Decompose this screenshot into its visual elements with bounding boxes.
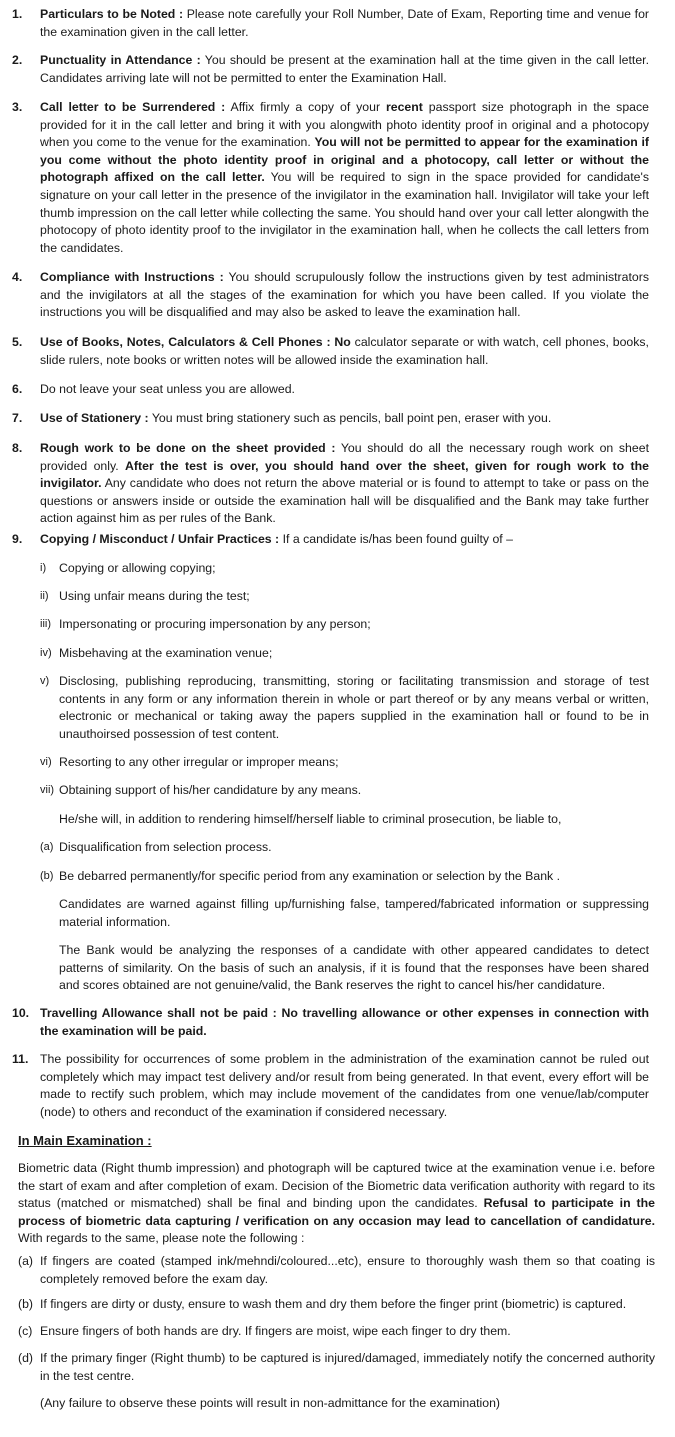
item-number: 2. [12, 53, 23, 67]
section-heading: In Main Examination : [18, 1133, 152, 1148]
sub-label: v) [40, 675, 50, 687]
non-admittance-note: (Any failure to observe these points will result in non-admittance for the examination) [40, 1396, 500, 1410]
sub-text: Disclosing, publishing reproducing, transmitting, storing or facilitating transmission and storage of test contents in any form or any information therein in whole or part thereof or by any means verbal or written, electronic or mechanical or taking away the papers supplied in the examination hall or found to be in unauthoirsed possession of test content. [59, 674, 649, 741]
item-title: Use of Stationery : [40, 411, 149, 425]
sub-label: i) [40, 562, 47, 574]
item-text: Copying / Misconduct / Unfair Practices : If a candidate is/has been found guilty of – [40, 532, 513, 546]
item-number: 8. [12, 441, 23, 455]
sub-text: Disqualification from selection process. [59, 840, 272, 854]
item-text: Use of Stationery : You must bring stationery such as pencils, ball point pen, eraser with you. [40, 411, 552, 425]
sub-label: (a) [40, 841, 54, 853]
item-text: Particulars to be Noted : Please note carefully your Roll Number, Date of Exam, Reporting time and venue for the examination given in the call letter. [40, 7, 649, 39]
item-text: The possibility for occurrences of some problem in the administration of the examination cannot be ruled out completely which may impact test delivery and/or result from being generated. In that event, every effort will be made to rectify such problem, which may include movement of the candidates from one venue/lab/computer (node) to others and reconduct of the examination if considered necessary. [40, 1052, 649, 1119]
item9-liable-text: He/she will, in addition to rendering himself/herself liable to criminal prosecution, be liable to, [59, 812, 562, 826]
sub-text: Misbehaving at the examination venue; [59, 646, 273, 660]
sub-text: Resorting to any other irregular or improper means; [59, 755, 339, 769]
sub-text: Using unfair means during the test; [59, 589, 250, 603]
sub-label: (b) [40, 870, 54, 882]
item-number: 10. [12, 1006, 30, 1020]
item-number: 11. [12, 1052, 29, 1066]
sub-text: If the primary finger (Right thumb) to be captured is injured/damaged, immediately notify the concerned authority in the test centre. [40, 1351, 655, 1383]
item-number: 5. [12, 335, 23, 349]
item-number: 3. [12, 100, 23, 114]
sub-label: iv) [40, 647, 52, 659]
item9-warning-text: Candidates are warned against filling up/furnishing false, tampered/fabricated information or suppressing material information. [59, 897, 649, 929]
item-text: Use of Books, Notes, Calculators & Cell Phones : No calculator separate or with watch, cell phones, books, slide rulers, note books or written notes will be allowed inside the examination hall. [40, 335, 649, 367]
sub-label: (a) [18, 1254, 34, 1268]
item-text: Do not leave your seat unless you are allowed. [40, 382, 295, 396]
sub-label: vii) [40, 784, 55, 796]
sub-text: Be debarred permanently/for specific period from any examination or selection by the Bank . [59, 869, 561, 883]
item-number: 9. [12, 532, 23, 546]
item-title: Punctuality in Attendance : [40, 53, 201, 67]
item-title: Compliance with Instructions : [40, 270, 224, 284]
sub-text: Impersonating or procuring impersonation by any person; [59, 617, 371, 631]
item-number: 6. [12, 382, 23, 396]
item-title: Rough work to be done on the sheet provided : [40, 441, 336, 455]
sub-label: (c) [18, 1324, 33, 1338]
item-text: Punctuality in Attendance : You should be present at the examination hall at the time given in the call letter. Candidates arriving late will not be permitted to enter the Examination Hall. [40, 53, 649, 85]
item-text: Call letter to be Surrendered : Affix firmly a copy of your recent passport size photograph in the space provided for it in the call letter and bring it with you alongwith photo identity proof in original and a photocopy when you come to the venue for the examination. You will not be permitted to appear for the examination if you come without the photo identity proof in original and a photocopy, call letter or without the photograph affixed on the call letter. You will be required to sign in the space provided for candidate's signature on your call letter in the presence of the invigilator in the examination hall. Invigilator will take your left thumb impression on the call letter while collecting the same. You should hand over your call letter alongwith the photocopy of photo identity proof to the invigilator in the examination hall, when he collects the call letters from the candidates. [40, 100, 649, 255]
sub-text: If fingers are dirty or dusty, ensure to wash them and dry them before the finger print (biometric) is captured. [40, 1297, 627, 1311]
item-text: Rough work to be done on the sheet provided : You should do all the necessary rough work on sheet provided only. After the test is over, you should hand over the sheet, given for rough work to the invigilator. Any candidate who does not return the above material or is found to attempt to take or pass on the questions or answers inside or outside the examination hall will be disqualified and the Bank may take further action against him as per rules of the Bank. [40, 441, 649, 526]
item-number: 1. [12, 7, 23, 21]
sub-label: (d) [18, 1351, 34, 1365]
sub-label: vi) [40, 756, 52, 768]
item-number: 4. [12, 270, 23, 284]
sub-label: iii) [40, 618, 51, 630]
sub-text: Obtaining support of his/her candidature by any means. [59, 783, 362, 797]
biometric-intro-text: Biometric data (Right thumb impression) and photograph will be captured twice at the examination venue i.e. before the start of exam and after completion of exam. Decision of the Biometric data verification authority with regard to its status (matched or mismatched) shall be final and binding upon the candidates. Refusal to participate in the process of biometric data capturing / verification on any occasion may lead to cancellation of candidature. With regards to the same, please note the following : [18, 1161, 655, 1246]
item-title: Call letter to be Surrendered : [40, 100, 226, 114]
item-text: Travelling Allowance shall not be paid : No travelling allowance or other expenses in connection with the examination will be paid. [40, 1006, 649, 1038]
sub-label: (b) [18, 1297, 34, 1311]
item9-analysis-text: The Bank would be analyzing the responses of a candidate with other appeared candidates to detect patterns of similarity. On the basis of such an analysis, if it is found that the responses have been shared and scores obtained are not genuine/valid, the Bank reserves the right to cancel his/her candidature. [59, 943, 649, 993]
item-title: Copying / Misconduct / Unfair Practices : [40, 532, 280, 546]
item-title: Use of Books, Notes, Calculators & Cell Phones : No [40, 335, 351, 349]
sub-text: Ensure fingers of both hands are dry. If fingers are moist, wipe each finger to dry them. [40, 1324, 511, 1338]
item-title: Particulars to be Noted : [40, 7, 184, 21]
item-text: Compliance with Instructions : You should scrupulously follow the instructions given by test administrators and the invigilators at all the stages of the examination for which you have been called. If you violate the instructions you will be disqualified and may also be asked to leave the examination hall. [40, 270, 649, 320]
sub-text: Copying or allowing copying; [59, 561, 216, 575]
sub-text: If fingers are coated (stamped ink/mehndi/coloured...etc), ensure to thoroughly wash them so that coating is completely removed before the exam day. [40, 1254, 655, 1286]
item-number: 7. [12, 411, 23, 425]
sub-label: ii) [40, 590, 49, 602]
